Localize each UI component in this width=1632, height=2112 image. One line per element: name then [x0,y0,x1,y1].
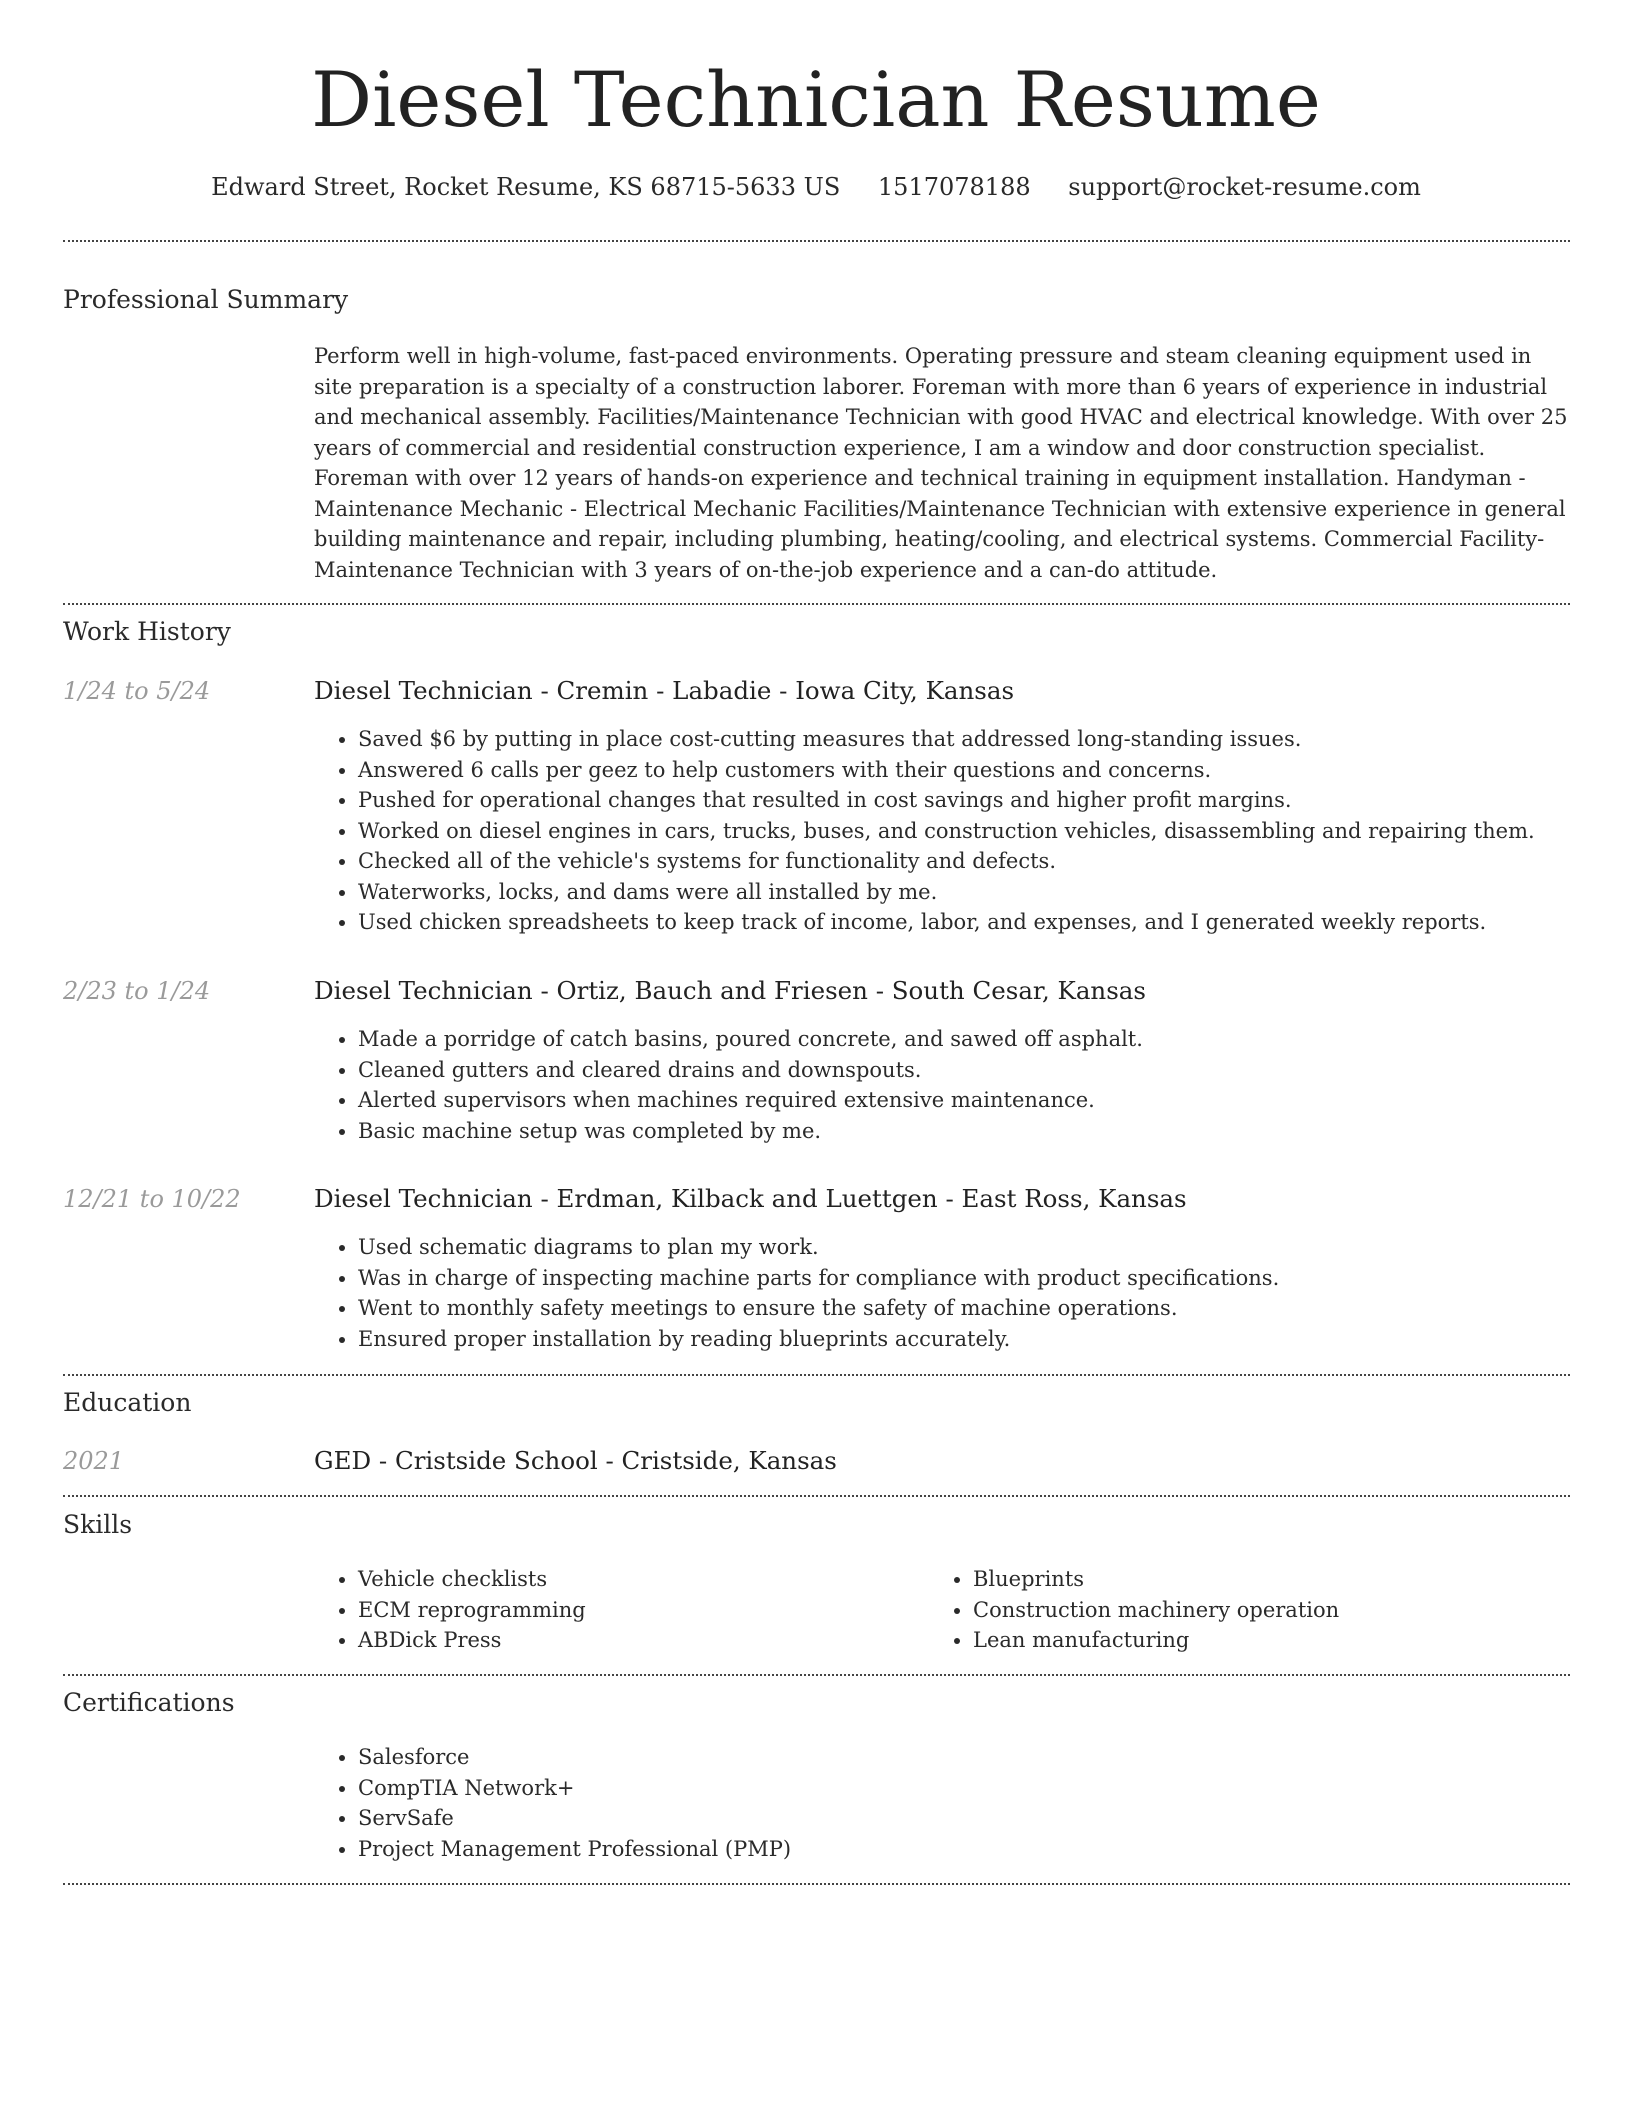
job-bullet: • Waterworks, locks, and dams were all installed by me. [358,877,1614,908]
education-entry: GED - Cristside School - Cristside, Kansas [314,1446,837,1475]
job-bullet: • Saved $6 by putting in place cost-cutting measures that addressed long-standing issues. [358,724,1614,755]
job-bullet: • Answered 6 calls per geez to help customers with their questions and concerns. [358,755,1614,786]
skills-list-left [314,1564,958,1656]
job-bullets [314,1024,1614,1146]
job-bullet: • Used schematic diagrams to plan my work. [358,1232,1614,1263]
divider [63,240,1570,242]
job-dates: 2/23 to 1/24 [63,977,211,1005]
divider [63,1883,1570,1885]
job-bullet: • Worked on diesel engines in cars, trucks, buses, and construction vehicles, disassembling and repairing them. [358,816,1614,847]
skill-item: • Vehicle checklists [358,1564,958,1595]
job-title: Diesel Technician - Ortiz, Bauch and Friesen - South Cesar, Kansas [314,976,1146,1005]
job-bullet: • Alerted supervisors when machines required extensive maintenance. [358,1085,1614,1116]
summary-heading: Professional Summary [63,285,349,314]
certification-item: • Project Management Professional (PMP) [358,1834,1614,1865]
work-history-heading: Work History [63,617,231,646]
job-bullet: • Basic machine setup was completed by me. [358,1116,1614,1147]
education-heading: Education [63,1388,192,1417]
job-bullet: • Cleaned gutters and cleared drains and downspouts. [358,1055,1614,1086]
job-bullets [314,724,1614,938]
job-bullet: • Went to monthly safety meetings to ensure the safety of machine operations. [358,1293,1614,1324]
certifications-list [314,1742,1614,1864]
contact-phone: 1517078188 [877,173,1031,201]
skill-item: • Blueprints [973,1564,1573,1595]
job-bullet: • Used chicken spreadsheets to keep track of income, labor, and expenses, and I generated weekly reports. [358,907,1614,938]
certification-item: • Salesforce [358,1742,1614,1773]
skill-item: • ABDick Press [358,1625,958,1656]
divider [63,1495,1570,1497]
job-title: Diesel Technician - Erdman, Kilback and Luettgen - East Ross, Kansas [314,1184,1187,1213]
skill-item: • Lean manufacturing [973,1625,1573,1656]
job-bullet: • Pushed for operational changes that resulted in cost savings and higher profit margins. [358,785,1614,816]
skills-list-right [929,1564,1573,1656]
contact-email: support@rocket-resume.com [1068,173,1421,201]
skill-item: • Construction machinery operation [973,1595,1573,1626]
job-bullet: • Checked all of the vehicle's systems for functionality and defects. [358,846,1614,877]
resume-title: Diesel Technician Resume [311,55,1321,144]
job-dates: 12/21 to 10/22 [63,1185,241,1213]
skills-heading: Skills [63,1510,133,1539]
summary-text: Perform well in high-volume, fast-paced environments. Operating pressure and steam cleaning equipment used in site preparation is a specialty of a construction laborer. Foreman with more than 6 years of experience in industrial and mechanical assembly. Facilities/Maintenance Technician with good HVAC and electrical knowledge. With over 25 years of commercial and residential construction experience, I am a window and door construction specialist. Foreman with over 12 years of hands-on experience and technical training in equipment installation. Handyman - Maintenance Mechanic - Electrical Mechanic Facilities/Maintenance Technician with extensive experience in general building maintenance and repair, including plumbing, heating/cooling, and electrical systems. Commercial Facility-Maintenance Technician with 3 years of on-the-job experience and a can-do attitude. [314,344,1568,582]
divider [63,1374,1570,1376]
divider [63,603,1570,605]
job-bullet: • Was in charge of inspecting machine parts for compliance with product specifications. [358,1263,1614,1294]
job-dates: 1/24 to 5/24 [63,677,211,705]
job-bullet: • Made a porridge of catch basins, poured concrete, and sawed off asphalt. [358,1024,1614,1055]
certifications-heading: Certifications [63,1688,235,1717]
job-bullet: • Ensured proper installation by reading blueprints accurately. [358,1324,1614,1355]
education-year: 2021 [63,1447,125,1475]
job-bullets [314,1232,1614,1354]
contact-line [0,170,1632,204]
certification-item: • CompTIA Network+ [358,1773,1614,1804]
job-title: Diesel Technician - Cremin - Labadie - Iowa City, Kansas [314,676,1015,705]
certification-item: • ServSafe [358,1803,1614,1834]
skill-item: • ECM reprogramming [358,1595,958,1626]
divider [63,1674,1570,1676]
contact-address: Edward Street, Rocket Resume, KS 68715-5633 US [211,173,841,201]
